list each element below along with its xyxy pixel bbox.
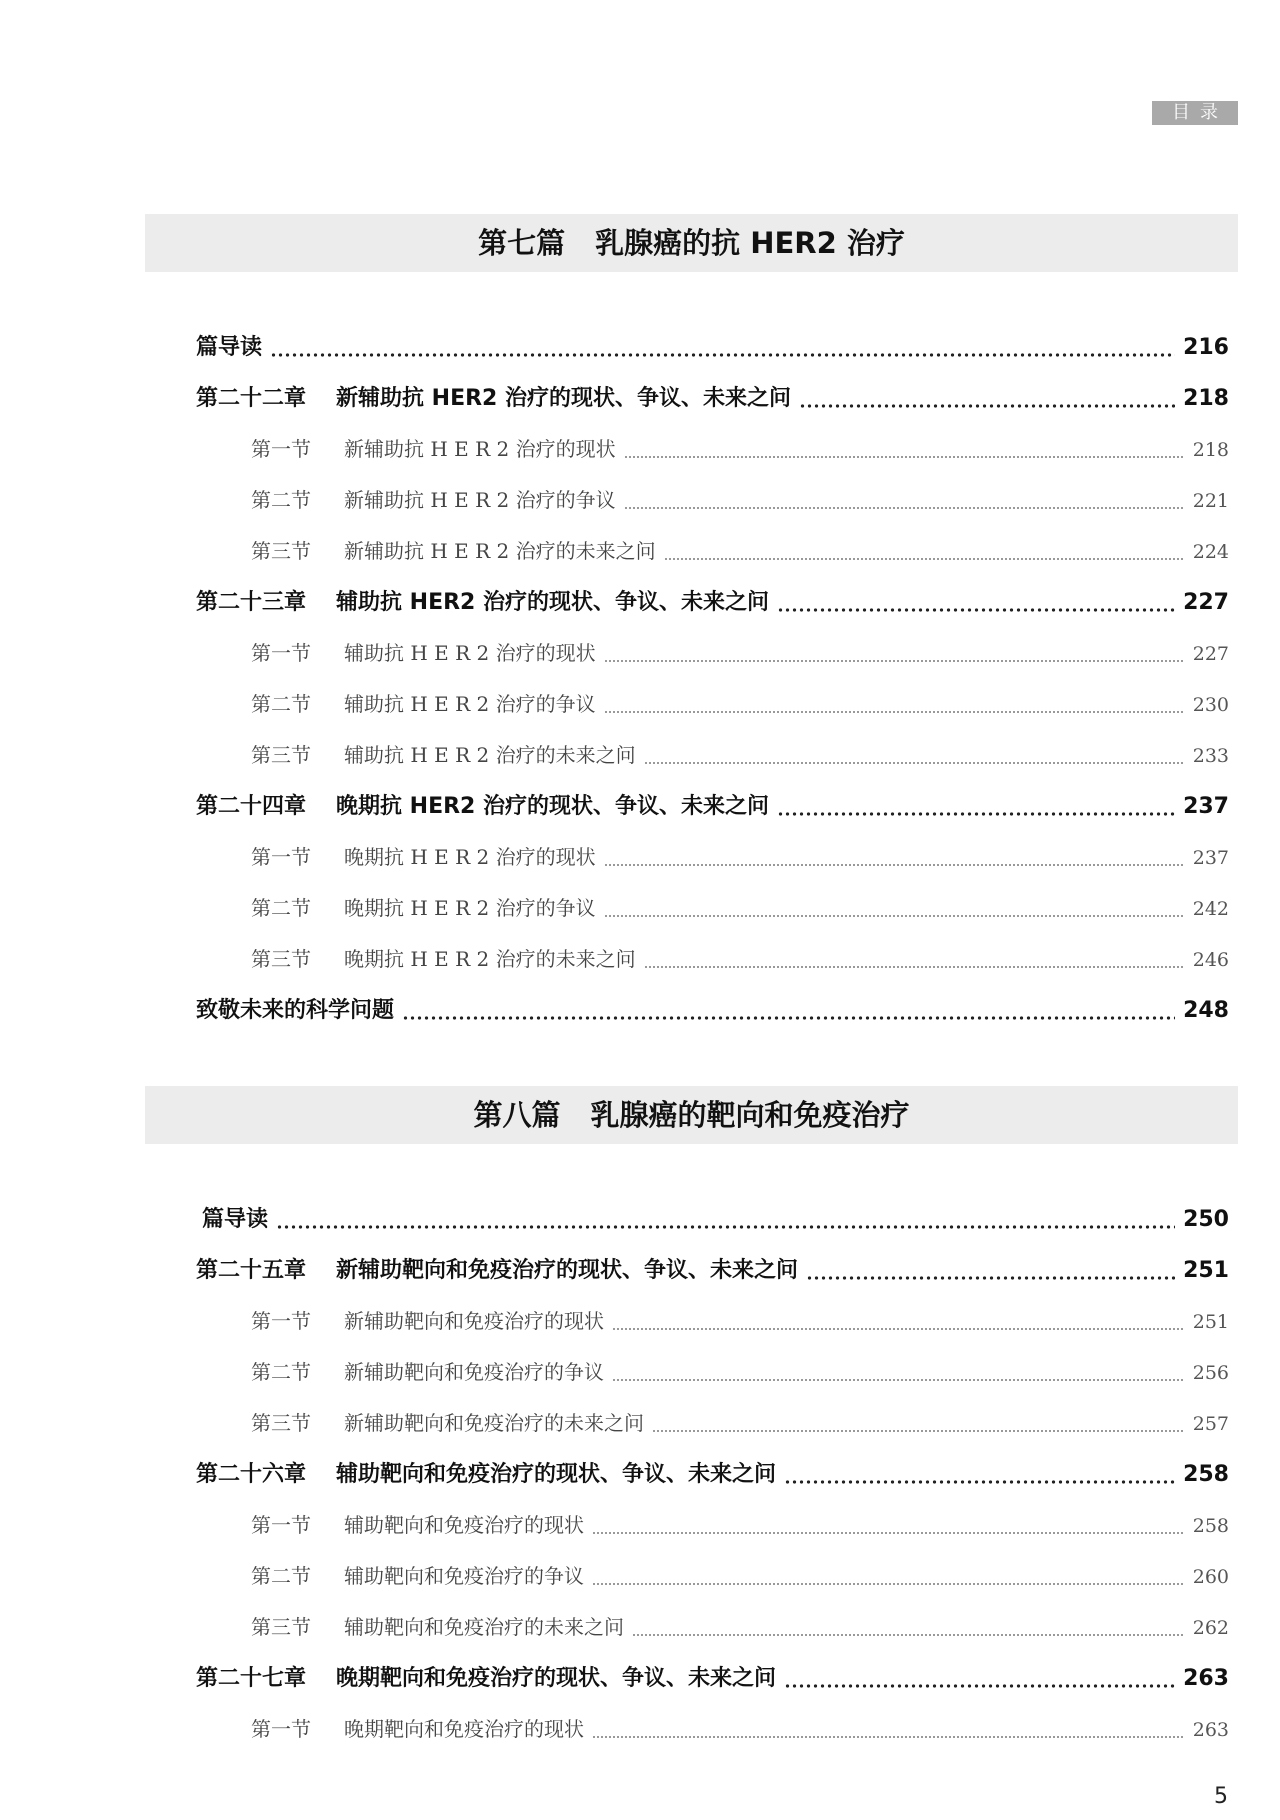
entry-page: 230	[1192, 694, 1229, 716]
leader-dots	[664, 558, 1185, 560]
entry-title: 辅助靶向和免疫治疗的未来之问	[344, 1615, 624, 1639]
entry-number: 第三节	[251, 1411, 311, 1435]
leader-dots	[644, 762, 1185, 764]
entry-number: 第二十二章	[196, 386, 307, 411]
entry-page: 251	[1192, 1311, 1229, 1333]
entry-page: 218	[1192, 439, 1229, 461]
toc-entry-chapter[interactable]	[196, 781, 1229, 832]
entry-page: 248	[1183, 998, 1229, 1023]
toc-entry-closing[interactable]	[196, 985, 1229, 1036]
entry-number: 第二十七章	[196, 1666, 307, 1691]
leader-dots	[402, 1016, 1175, 1020]
entry-title: 晚期靶向和免疫治疗的现状、争议、未来之问	[336, 1666, 777, 1691]
entry-title: 晚期抗 H E R 2 治疗的现状	[344, 845, 596, 869]
entry-number: 第二节	[251, 692, 311, 716]
toc-entry-chapter[interactable]	[196, 1449, 1229, 1500]
entry-title: 篇导读	[202, 1207, 269, 1232]
entry-page: 260	[1192, 1566, 1229, 1588]
toc-entry-section[interactable]	[196, 1500, 1229, 1551]
toc-entry-intro[interactable]	[196, 322, 1229, 373]
entry-number: 第三节	[251, 947, 311, 971]
entry-title: 新辅助抗 H E R 2 治疗的现状	[344, 437, 616, 461]
entry-number: 第二十四章	[196, 794, 307, 819]
leader-dots	[592, 1532, 1185, 1534]
toc-entry-section[interactable]	[196, 679, 1229, 730]
toc-entry-chapter[interactable]	[196, 1653, 1229, 1704]
entry-title: 新辅助靶向和免疫治疗的争议	[344, 1360, 604, 1384]
entry-page: 262	[1192, 1617, 1229, 1639]
leader-dots	[604, 864, 1185, 866]
toc-entry-intro[interactable]	[196, 1194, 1229, 1245]
entry-page: 250	[1183, 1207, 1229, 1232]
entry-number: 第一节	[251, 1717, 311, 1741]
entry-number: 第一节	[251, 641, 311, 665]
entry-page: 263	[1192, 1719, 1229, 1741]
entry-page: 224	[1192, 541, 1229, 563]
entry-title: 辅助抗 H E R 2 治疗的争议	[344, 692, 596, 716]
entry-title: 辅助靶向和免疫治疗的现状	[344, 1513, 584, 1537]
entry-page: 258	[1183, 1462, 1229, 1487]
entry-title: 辅助抗 HER2 治疗的现状、争议、未来之问	[336, 590, 770, 615]
leader-dots	[276, 1225, 1175, 1229]
entry-page: 218	[1183, 386, 1229, 411]
entry-number: 第二节	[251, 1360, 311, 1384]
leader-dots	[784, 1480, 1175, 1484]
entry-title: 辅助靶向和免疫治疗的争议	[344, 1564, 584, 1588]
entry-number: 第三节	[251, 1615, 311, 1639]
toc-entry-section[interactable]	[196, 934, 1229, 985]
leader-dots	[624, 456, 1185, 458]
part-title: 乳腺癌的抗 HER2 治疗	[595, 226, 905, 260]
entry-title: 新辅助抗 HER2 治疗的现状、争议、未来之问	[336, 386, 792, 411]
entry-title: 致敬未来的科学问题	[196, 998, 395, 1023]
toc-entry-section[interactable]	[196, 1704, 1229, 1755]
page-number: 5	[1214, 1784, 1228, 1809]
toc-entry-section[interactable]	[196, 883, 1229, 934]
entry-page: 216	[1183, 335, 1229, 360]
entry-number: 第一节	[251, 437, 311, 461]
leader-dots	[784, 1684, 1175, 1688]
toc-entry-section[interactable]	[196, 832, 1229, 883]
leader-dots	[632, 1634, 1185, 1636]
entry-number: 第一节	[251, 1513, 311, 1537]
part-label: 第七篇	[478, 226, 566, 260]
toc-list-part-8	[196, 1194, 1229, 1755]
leader-dots	[799, 404, 1175, 408]
entry-number: 第二十五章	[196, 1258, 307, 1283]
toc-entry-section[interactable]	[196, 526, 1229, 577]
entry-title: 晚期抗 H E R 2 治疗的未来之问	[344, 947, 636, 971]
toc-entry-section[interactable]	[196, 475, 1229, 526]
entry-page: 221	[1192, 490, 1229, 512]
toc-entry-chapter[interactable]	[196, 1245, 1229, 1296]
leader-dots	[612, 1379, 1185, 1381]
toc-entry-section[interactable]	[196, 1296, 1229, 1347]
entry-number: 第二十六章	[196, 1462, 307, 1487]
leader-dots	[612, 1328, 1185, 1330]
entry-number: 第二十三章	[196, 590, 307, 615]
entry-page: 258	[1192, 1515, 1229, 1537]
entry-page: 246	[1192, 949, 1229, 971]
leader-dots	[777, 608, 1175, 612]
entry-number: 第二节	[251, 488, 311, 512]
leader-dots	[624, 507, 1185, 509]
part-title: 乳腺癌的靶向和免疫治疗	[590, 1098, 910, 1132]
toc-entry-section[interactable]	[196, 1398, 1229, 1449]
toc-entry-section[interactable]	[196, 1602, 1229, 1653]
entry-title: 辅助抗 H E R 2 治疗的现状	[344, 641, 596, 665]
entry-page: 251	[1183, 1258, 1229, 1283]
leader-dots	[777, 812, 1175, 816]
leader-dots	[604, 660, 1185, 662]
leader-dots	[652, 1430, 1185, 1432]
entry-title: 新辅助靶向和免疫治疗的未来之问	[344, 1411, 644, 1435]
part-banner-7	[145, 214, 1238, 272]
leader-dots	[806, 1276, 1175, 1280]
entry-title: 辅助靶向和免疫治疗的现状、争议、未来之问	[336, 1462, 777, 1487]
entry-title: 新辅助抗 H E R 2 治疗的争议	[344, 488, 616, 512]
entry-page: 256	[1192, 1362, 1229, 1384]
entry-title: 晚期抗 H E R 2 治疗的争议	[344, 896, 596, 920]
toc-entry-section[interactable]	[196, 1347, 1229, 1398]
entry-number: 第二节	[251, 896, 311, 920]
entry-page: 237	[1183, 794, 1229, 819]
entry-page: 227	[1183, 590, 1229, 615]
toc-entry-section[interactable]	[196, 1551, 1229, 1602]
part-banner-8	[145, 1086, 1238, 1144]
entry-page: 227	[1192, 643, 1229, 665]
leader-dots	[604, 915, 1185, 917]
entry-title: 晚期靶向和免疫治疗的现状	[344, 1717, 584, 1741]
entry-number: 第一节	[251, 845, 311, 869]
entry-page: 257	[1192, 1413, 1229, 1435]
entry-title: 新辅助靶向和免疫治疗的现状、争议、未来之问	[336, 1258, 799, 1283]
entry-page: 237	[1192, 847, 1229, 869]
entry-page: 233	[1192, 745, 1229, 767]
leader-dots	[644, 966, 1185, 968]
toc-list-part-7	[196, 322, 1229, 1036]
entry-title: 篇导读	[196, 335, 263, 360]
entry-title: 晚期抗 HER2 治疗的现状、争议、未来之问	[336, 794, 770, 819]
entry-number: 第二节	[251, 1564, 311, 1588]
entry-number: 第三节	[251, 743, 311, 767]
entry-title: 新辅助抗 H E R 2 治疗的未来之问	[344, 539, 656, 563]
entry-title: 辅助抗 H E R 2 治疗的未来之问	[344, 743, 636, 767]
leader-dots	[592, 1583, 1185, 1585]
part-label: 第八篇	[473, 1098, 561, 1132]
entry-title: 新辅助靶向和免疫治疗的现状	[344, 1309, 604, 1333]
toc-entry-section[interactable]	[196, 730, 1229, 781]
entry-number: 第一节	[251, 1309, 311, 1333]
toc-entry-chapter[interactable]	[196, 577, 1229, 628]
toc-entry-section[interactable]	[196, 424, 1229, 475]
header-tab-contents: 目录	[1152, 101, 1238, 125]
leader-dots	[592, 1736, 1185, 1738]
toc-entry-chapter[interactable]	[196, 373, 1229, 424]
toc-entry-section[interactable]	[196, 628, 1229, 679]
entry-number: 第三节	[251, 539, 311, 563]
entry-page: 263	[1183, 1666, 1229, 1691]
entry-page: 242	[1192, 898, 1229, 920]
leader-dots	[270, 353, 1175, 357]
leader-dots	[604, 711, 1185, 713]
